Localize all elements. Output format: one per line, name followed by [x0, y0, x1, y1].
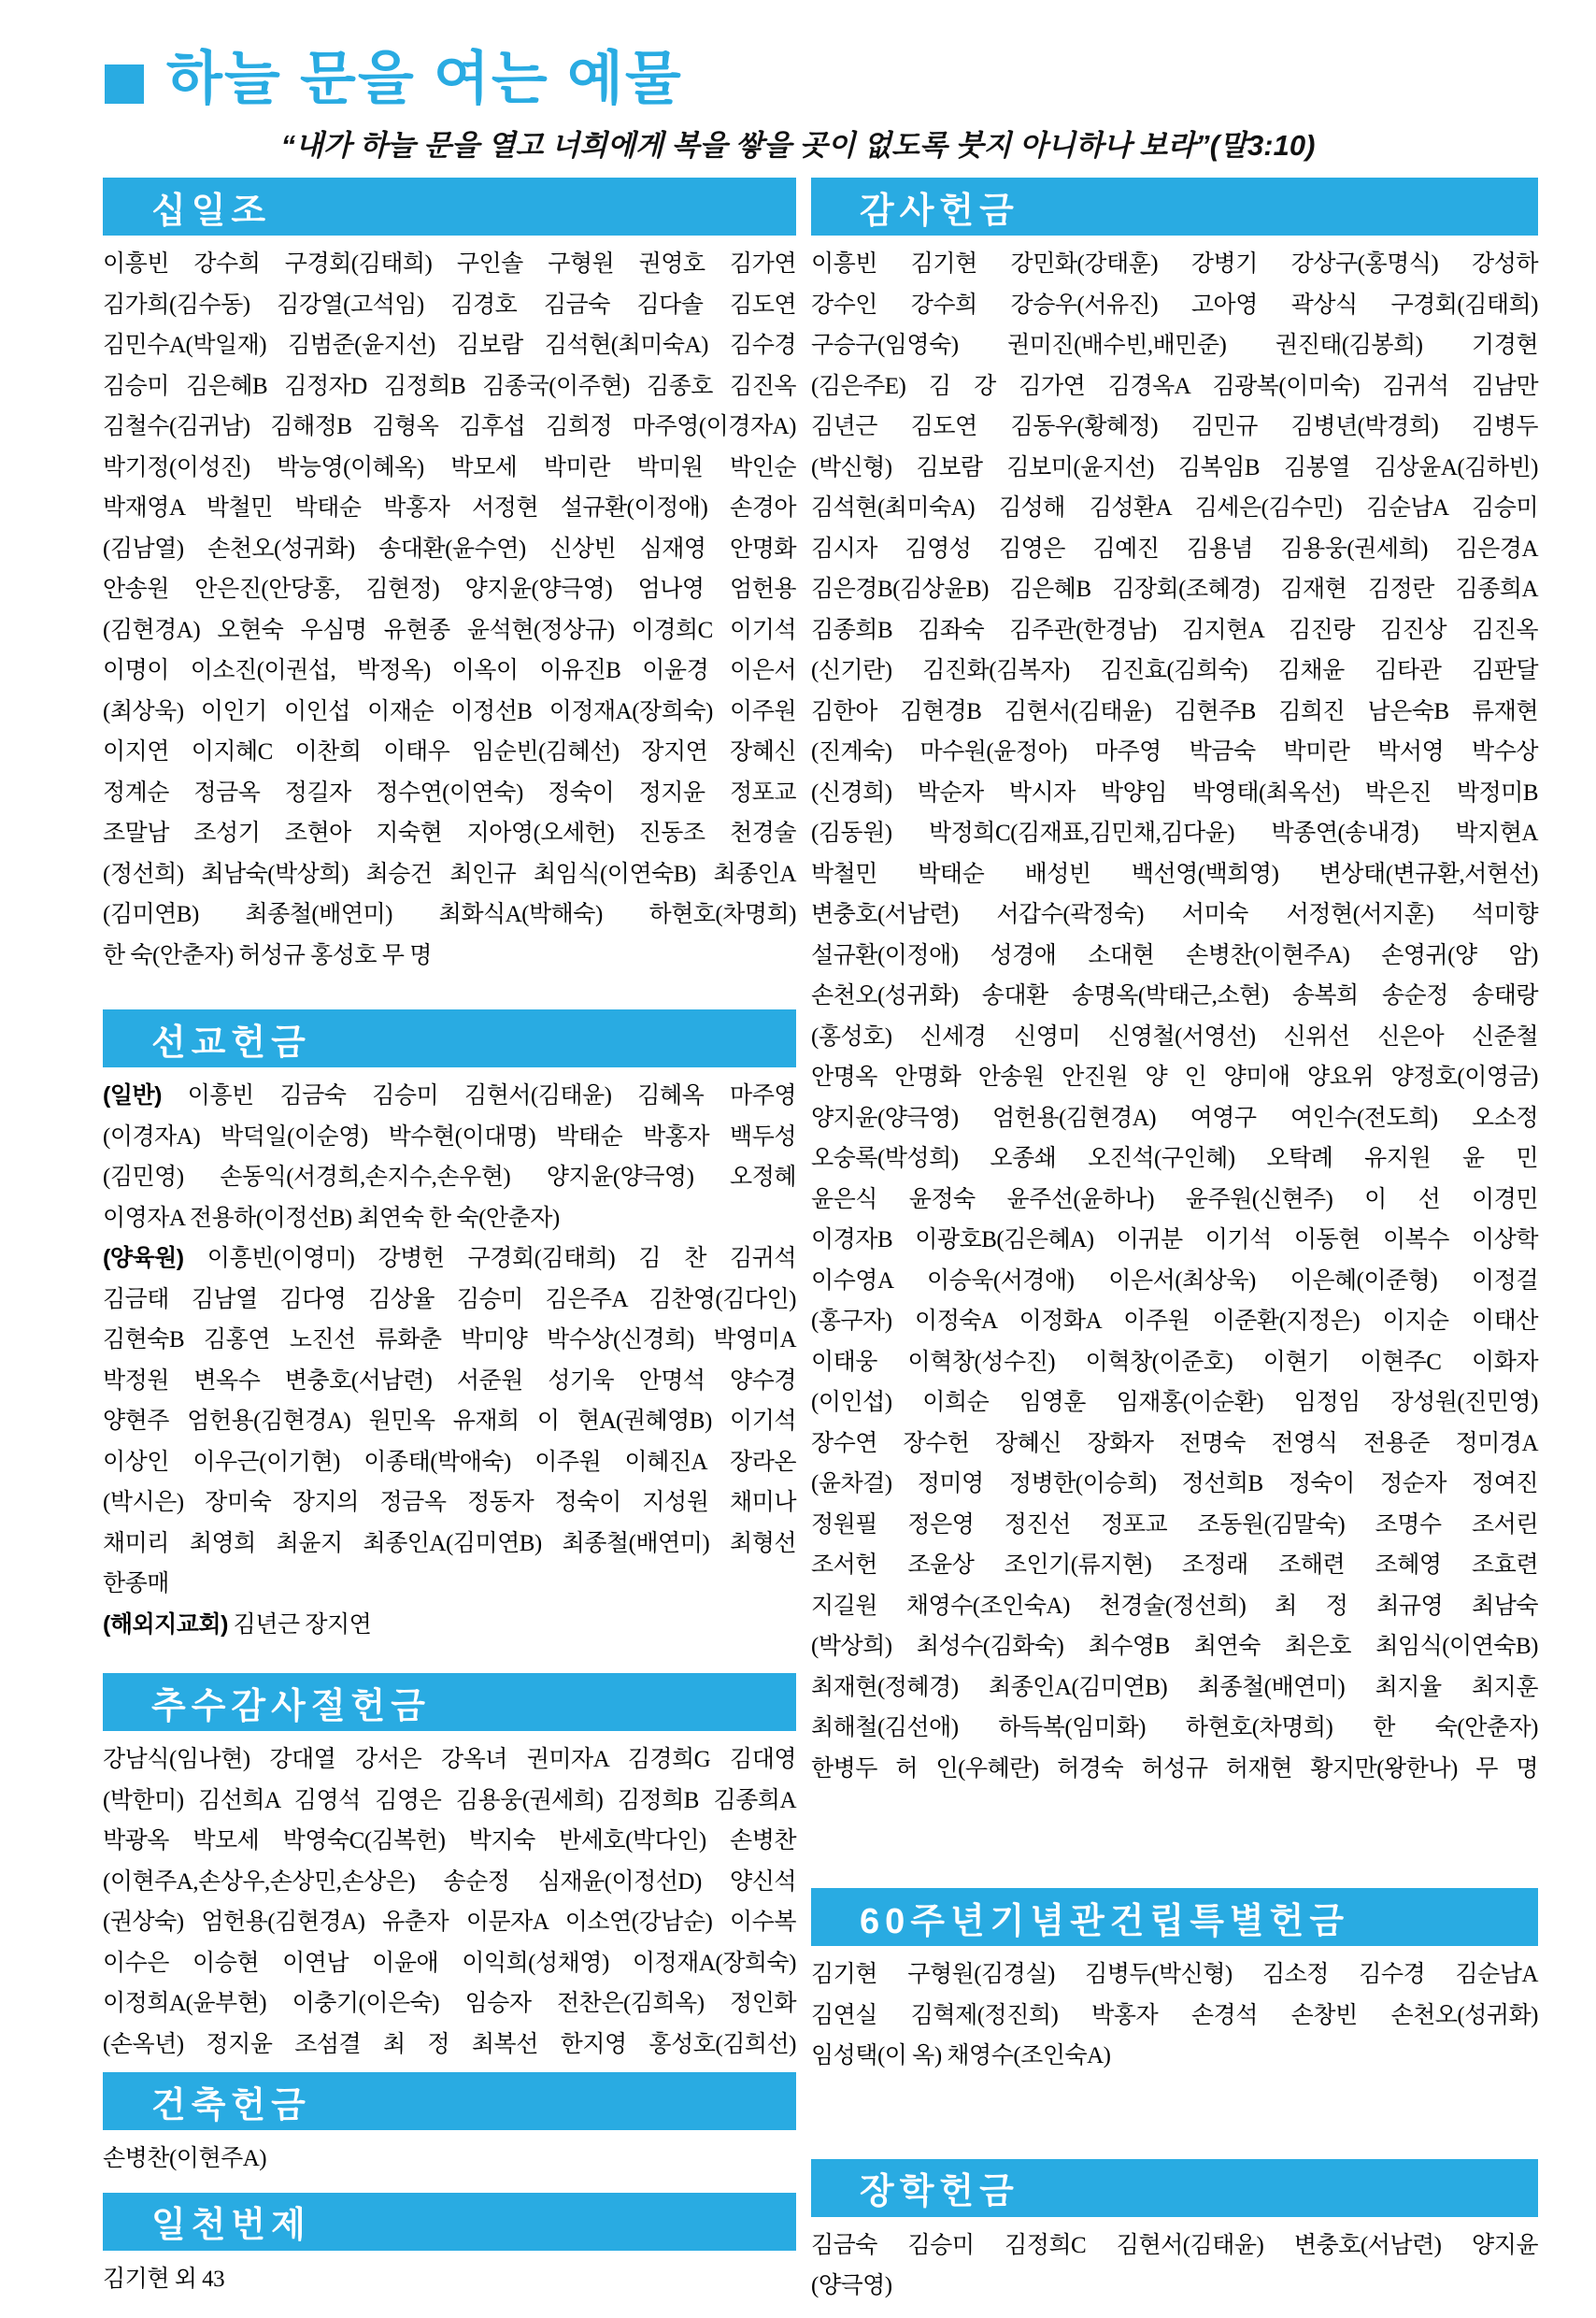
section-header-thanksgiving-offering [103, 1673, 796, 1731]
section-thanksgiving-offering [103, 1673, 796, 2065]
name-line: 이흥빈 강수희 구경회(김태희) 구인솔 구형원 권영호 김가연 [103, 251, 796, 277]
section-title: 일천번제 [151, 2206, 311, 2245]
name-line: (일반) 이흥빈 김금숙 김승미 김현서(김태윤) 김혜옥 마주영 [103, 1082, 796, 1109]
name-line: 이지연 이지혜C 이찬희 이태우 임순빈(김혜선) 장지연 장혜신 [103, 739, 796, 765]
section-name-list [103, 244, 796, 976]
masthead [105, 47, 683, 111]
section-title: 건축헌금 [151, 2085, 311, 2125]
name-line: (김민영) 손동익(서경희,손지수,손우현) 양지윤(양극영) 오정혜 [103, 1165, 796, 1190]
name-line: 손병찬(이현주A) [103, 2146, 267, 2171]
group-label: (양육원) [103, 1245, 184, 1271]
name-line: 구승구(임영숙) 권미진(배수빈,배민준) 권진태(김봉희) 기경현 [811, 333, 1538, 358]
name-line: 조말남 조성기 조현아 지숙현 지아영(오세헌) 진동조 천경술 [103, 821, 796, 846]
section-header-gratitude-offering [811, 178, 1538, 236]
name-line: (홍구자) 이정숙A 이정화A 이주원 이준환(지정은) 이지순 이태산 [811, 1309, 1538, 1334]
section-title: 감사헌금 [860, 191, 1019, 231]
name-line: 한종매 [103, 1571, 169, 1596]
name-line: 이상인 이우근(이기현) 이종태(박애숙) 이주원 이혜진A 장라온 [103, 1449, 796, 1475]
section-thousand-burnt-offering [103, 2193, 796, 2300]
name-line: 안송원 안은진(안당홍, 김현정) 양지윤(양극영) 엄나영 엄헌용 [103, 577, 796, 602]
section-anniversary-hall-special-offering [811, 1888, 1538, 2077]
name-line: 김현숙B 김홍연 노진선 류화춘 박미양 박수상(신경희) 박영미A [103, 1327, 796, 1352]
section-header-thousand-burnt-offering [103, 2193, 796, 2251]
section-name-list [103, 1076, 796, 1645]
name-line: 지길원 채영수(조인숙A) 천경술(정선희) 최 정 최규영 최남숙 [811, 1593, 1538, 1619]
name-line: (박상희) 최성수(김화숙) 최수영B 최연숙 최은호 최임식(이연숙B) [811, 1634, 1538, 1659]
name-line: 양지윤(양극영) 엄헌용(김현경A) 여영구 여인수(전도희) 오소정 [811, 1105, 1538, 1131]
name-line: (최상욱) 이인기 이인섭 이재순 이정선B 이정재A(장희숙) 이주원 [103, 698, 796, 724]
name-line: 이정희A(윤부현) 이충기(이은숙) 임승자 전찬은(김희옥) 정인화 [103, 1991, 796, 2016]
name-line: 조서헌 조윤상 조인기(류지현) 조정래 조해련 조혜영 조효련 [811, 1552, 1538, 1578]
group-label: (일반) [103, 1082, 162, 1109]
name-line: 한 숙(안춘자) 허성규 홍성호 무 명 [103, 942, 432, 968]
section-header-building-offering [103, 2072, 796, 2130]
name-line: (홍성호) 신세경 신영미 신영철(서영선) 신위선 신은아 신준철 [811, 1023, 1538, 1050]
section-gratitude-offering [811, 178, 1538, 1789]
name-line: (신기란) 김진화(김복자) 김진효(김희숙) 김채윤 김타관 김판달 [811, 658, 1538, 683]
name-line: 김가희(김수동) 김강열(고석임) 김경호 김금숙 김다솔 김도연 [103, 292, 796, 318]
name-line: (이경자A) 박덕일(이순영) 박수현(이대명) 박태순 박홍자 백두성 [103, 1123, 796, 1150]
name-line: 김금숙 김승미 김정희C 김현서(김태윤) 변충호(서남련) 양지윤 [811, 2232, 1538, 2258]
name-line: 박재영A 박철민 박태순 박홍자 서정현 설규환(이정애) 손경아 [103, 495, 796, 521]
name-line: 이경자B 이광호B(김은혜A) 이귀분 이기석 이동현 이복수 이상학 [811, 1227, 1538, 1252]
section-title: 장학헌금 [860, 2172, 1019, 2211]
scripture-quote: “내가 하늘 문을 열고 너희에게 복을 쌓을 곳이 없도록 붓지 아니하나 보라”(말3:10) [280, 129, 1316, 162]
name-line: 안명옥 안명화 안송원 안진원 양 인 양미애 양요위 양정호(이영금) [811, 1065, 1538, 1090]
section-name-list [103, 1739, 796, 2065]
name-line: 최해철(김선애) 하득복(임미화) 하현호(차명희) 한 숙(안춘자) [811, 1715, 1538, 1740]
group-label: (해외지교회) [103, 1610, 228, 1638]
name-line: 한병두 허 인(우혜란) 허경숙 허성규 허재현 황지만(왕한나) 무 명 [811, 1755, 1538, 1781]
name-line: 이흥빈 김기현 강민화(강태훈) 강병기 강상구(홍명식) 강성하 [811, 251, 1538, 277]
name-line: 강남식(임나현) 강대열 강서은 강옥녀 권미자A 김경희G 김대영 [103, 1747, 796, 1772]
name-line: (양육원) 이흥빈(이영미) 강병헌 구경회(김태희) 김 찬 김귀석 [103, 1245, 796, 1271]
name-line: 박광옥 박모세 박영숙C(김복헌) 박지숙 반세호(박다인) 손병찬 [103, 1828, 796, 1853]
section-header-scholarship-offering [811, 2159, 1538, 2217]
name-line: 이영자A 전용하(이정선B) 최연숙 한 숙(안춘자) [103, 1205, 560, 1231]
name-line: 박기정(이성진) 박능영(이혜옥) 박모세 박미란 박미원 박인순 [103, 454, 796, 480]
section-building-offering [103, 2072, 796, 2180]
name-line: 박철민 박태순 배성빈 백선영(백희영) 변상태(변규환,서현선) [811, 861, 1538, 887]
name-line: 이태웅 이혁창(성수진) 이혁창(이준호) 이현기 이현주C 이화자 [811, 1349, 1538, 1375]
name-line: (윤차걸) 정미영 정병한(이승희) 정선희B 정숙이 정순자 정여진 [811, 1471, 1538, 1496]
section-title: 십일조 [151, 191, 272, 231]
name-line: 임성택(이 옥) 채영수(조인숙A) [811, 2043, 1111, 2068]
name-line: (박신형) 김보람 김보미(윤지선) 김복임B 김봉열 김상윤A(김하빈) [811, 454, 1538, 480]
name-line: 김금태 김남열 김다영 김상율 김승미 김은주A 김찬영(김다인) [103, 1286, 796, 1312]
name-line: 장수연 장수헌 장혜신 장화자 전명숙 전영식 전용준 정미경A [811, 1430, 1538, 1456]
name-line: 이명이 이소진(이권섭, 박정옥) 이옥이 이유진B 이윤경 이은서 [103, 658, 796, 683]
name-line: 양현주 엄헌용(김현경A) 원민옥 유재희 이 현A(권혜영B) 이기석 [103, 1409, 796, 1434]
name-line: (양극영) [811, 2273, 892, 2298]
title-bullet-icon [105, 64, 144, 104]
section-header-anniversary-hall-special-offering [811, 1888, 1538, 1946]
name-line: 설규환(이정애) 성경애 소대현 손병찬(이현주A) 손영귀(양 암) [811, 942, 1538, 968]
name-line: 김기현 구형원(김경실) 김병두(박신형) 김소정 김수경 김순남A [811, 1962, 1538, 1987]
name-line: (김은주E) 김 강 김가연 김경옥A 김광복(이미숙) 김귀석 김남만 [811, 373, 1538, 399]
name-line: (김미연B) 최종철(배연미) 최화식A(박해숙) 하현호(차명희) [103, 902, 796, 927]
page-title: 하늘 문을 여는 예물 [166, 47, 683, 111]
name-line: (정선희) 최남숙(박상희) 최승건 최인규 최임식(이연숙B) 최종인A [103, 861, 796, 887]
section-header-mission-offering [103, 1009, 796, 1067]
name-line: (이인섭) 이희순 임영훈 임재홍(이순환) 임정임 장성원(진민영) [811, 1390, 1538, 1415]
name-line: 오숭록(박성희) 오종쇄 오진석(구인혜) 오탁례 유지원 윤 민 [811, 1146, 1538, 1171]
name-line: 김은경B(김상윤B) 김은혜B 김장회(조혜경) 김재현 김정란 김종희A [811, 577, 1538, 602]
name-line: (박한미) 김선희A 김영석 김영은 김용웅(권세희) 김정희B 김종희A [103, 1787, 796, 1813]
section-name-list [811, 1954, 1538, 2077]
name-line: 이수은 이승현 이연남 이윤애 이익희(성채영) 이정재A(장희숙) [103, 1950, 796, 1976]
name-line: 정원필 정은영 정진선 정포교 조동원(김말숙) 조명수 조서린 [811, 1511, 1538, 1538]
section-name-list [811, 2225, 1538, 2307]
name-line: 최재현(정혜경) 최종인A(김미연B) 최종철(배연미) 최지율 최지훈 [811, 1674, 1538, 1700]
name-line: 손천오(성귀화) 송대환 송명옥(박태근,소현) 송복희 송순정 송태랑 [811, 983, 1538, 1009]
name-line: 채미리 최영희 최윤지 최종인A(김미연B) 최종철(배연미) 최형선 [103, 1530, 796, 1556]
section-title: 추수감사절헌금 [151, 1686, 431, 1726]
name-line: (이현주A,손상우,손상민,손상은) 송순정 심재윤(이정선D) 양신석 [103, 1868, 796, 1895]
name-line: 김승미 김은혜B 김정자D 김정희B 김종국(이주현) 김종호 김진옥 [103, 373, 796, 399]
name-line: (김동원) 박정희C(김재표,김민채,김다윤) 박종연(송내경) 박지현A [811, 821, 1538, 846]
section-name-list [103, 2259, 796, 2300]
name-line: (신경희) 박순자 박시자 박양임 박영태(최옥선) 박은진 박정미B [811, 780, 1538, 806]
name-line: (권상숙) 엄헌용(김현경A) 유춘자 이문자A 이소연(강남순) 이수복 [103, 1910, 796, 1935]
name-line: 박정원 변옥수 변충호(서남련) 서준원 성기욱 안명석 양수경 [103, 1367, 796, 1394]
name-line: 김년근 김도연 김동우(황혜정) 김민규 김병년(박경희) 김병두 [811, 414, 1538, 439]
section-name-list [811, 244, 1538, 1789]
name-line: 변충호(서남련) 서갑수(곽정숙) 서미숙 서정현(서지훈) 석미향 [811, 902, 1538, 927]
name-line: (김현경A) 오현숙 우심명 유현종 윤석현(정상규) 이경희C 이기석 [103, 617, 796, 643]
name-line: 이수영A 이승욱(서경애) 이은서(최상욱) 이은혜(이준형) 이정걸 [811, 1267, 1538, 1294]
name-line: 김철수(김귀남) 김해정B 김형옥 김후섭 김희정 마주영(이경자A) [103, 414, 796, 439]
name-line: 정계순 정금옥 정길자 정수연(이연숙) 정숙이 정지윤 정포교 [103, 780, 796, 806]
section-title: 60주년기념관건립특별헌금 [860, 1901, 1350, 1941]
section-title: 선교헌금 [151, 1023, 311, 1063]
name-line: (박시은) 장미숙 장지의 정금옥 정동자 정숙이 지성원 채미나 [103, 1490, 796, 1515]
section-tithe [103, 178, 796, 976]
name-line: 강수인 강수희 강승우(서유진) 고아영 곽상식 구경회(김태희) [811, 292, 1538, 318]
name-line: 김시자 김영성 김영은 김예진 김용념 김용웅(권세희) 김은경A [811, 536, 1538, 562]
name-line: (진계숙) 마수원(윤정아) 마주영 박금숙 박미란 박서영 박수상 [811, 739, 1538, 765]
left-column [103, 178, 796, 2299]
section-name-list [103, 2139, 796, 2180]
name-line: (김남열) 손천오(성귀화) 송대환(윤수연) 신상빈 심재영 안명화 [103, 536, 796, 562]
section-scholarship-offering [811, 2159, 1538, 2307]
name-line: 김민수A(박일재) 김범준(윤지선) 김보람 김석현(최미숙A) 김수경 [103, 333, 796, 358]
name-line: (손옥년) 정지윤 조섬결 최 정 최복선 한지영 홍성호(김희선) [103, 2031, 796, 2057]
name-line: 김종희B 김좌숙 김주관(한경남) 김지현A 김진랑 김진상 김진옥 [811, 617, 1538, 643]
section-mission-offering [103, 1009, 796, 1645]
name-line: (해외지교회) 김년근 장지연 [103, 1610, 372, 1638]
right-column [811, 178, 1538, 2307]
name-line: 김석현(최미숙A) 김성해 김성환A 김세은(김수민) 김순남A 김승미 [811, 495, 1538, 521]
name-line: 김기현 외 43 [103, 2266, 225, 2292]
name-line: 김연실 김혁제(정진희) 박홍자 손경석 손창빈 손천오(성귀화) [811, 2002, 1538, 2028]
section-header-tithe [103, 178, 796, 236]
name-line: 김한아 김현경B 김현서(김태윤) 김현주B 김희진 남은숙B 류재현 [811, 698, 1538, 724]
name-line: 윤은식 윤정숙 윤주선(윤하나) 윤주원(신현주) 이 선 이경민 [811, 1186, 1538, 1212]
